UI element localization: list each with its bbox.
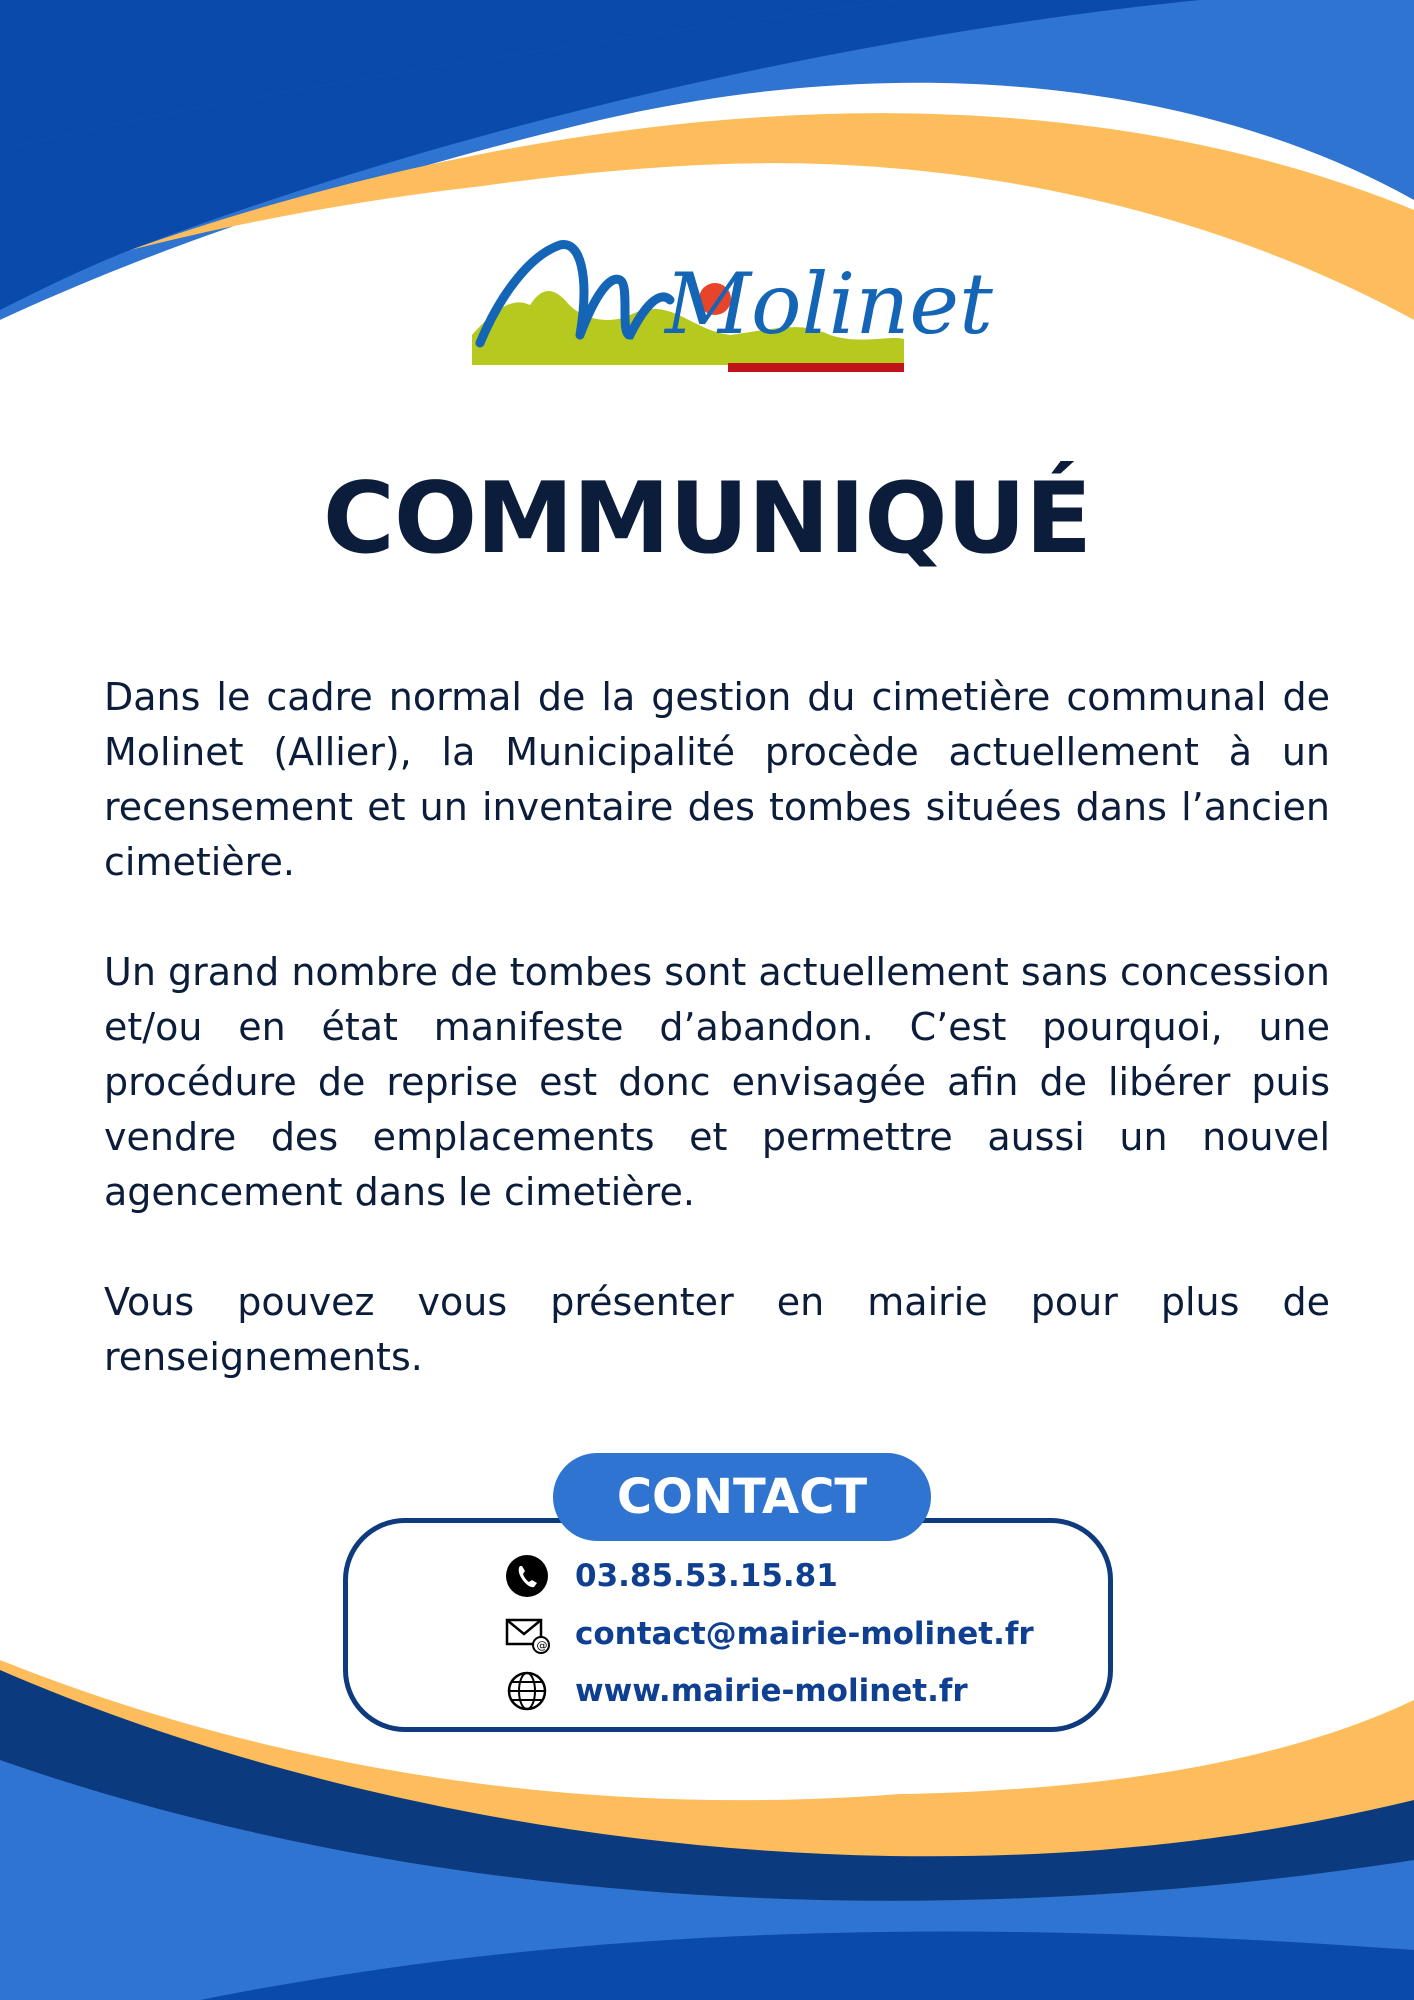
contact-heading: CONTACT	[553, 1453, 931, 1541]
molinet-logo	[470, 235, 993, 375]
logo-text: Molinet	[665, 255, 993, 353]
website-url[interactable]: www.mairie-molinet.fr	[575, 1673, 968, 1709]
paragraph-2: Un grand nombre de tombes sont actuellement sans concession et/ou en état manifeste d’abandon. C’est pourquoi, une procédure de reprise est donc envisagée afin de libérer puis vendre des emplacements et permettre aussi un nouvel agencement dans le cimetière.	[104, 950, 1330, 1214]
svg-text:@: @	[536, 1639, 548, 1652]
globe-icon	[505, 1669, 549, 1713]
paragraph-3: Vous pouvez vous présenter en mairie pour plus de renseignements.	[104, 1280, 1330, 1379]
email-icon	[505, 1612, 549, 1656]
contact-website[interactable]	[505, 1669, 968, 1713]
phone-number[interactable]: 03.85.53.15.81	[575, 1558, 838, 1594]
email-address[interactable]: contact@mairie-molinet.fr	[575, 1616, 1034, 1652]
contact-phone[interactable]	[505, 1554, 838, 1598]
announcement-body	[104, 670, 1330, 1440]
page-title: COMMUNIQUÉ	[322, 462, 1092, 576]
contact-email[interactable]	[505, 1612, 1034, 1656]
logo-red-bar	[728, 363, 904, 372]
paragraph-1: Dans le cadre normal de la gestion du cimetière communal de Molinet (Allier), la Municipalité procède actuellement à un recensement et un inventaire des tombes situées dans l’ancien cimetière.	[104, 675, 1330, 884]
phone-icon	[505, 1554, 549, 1598]
